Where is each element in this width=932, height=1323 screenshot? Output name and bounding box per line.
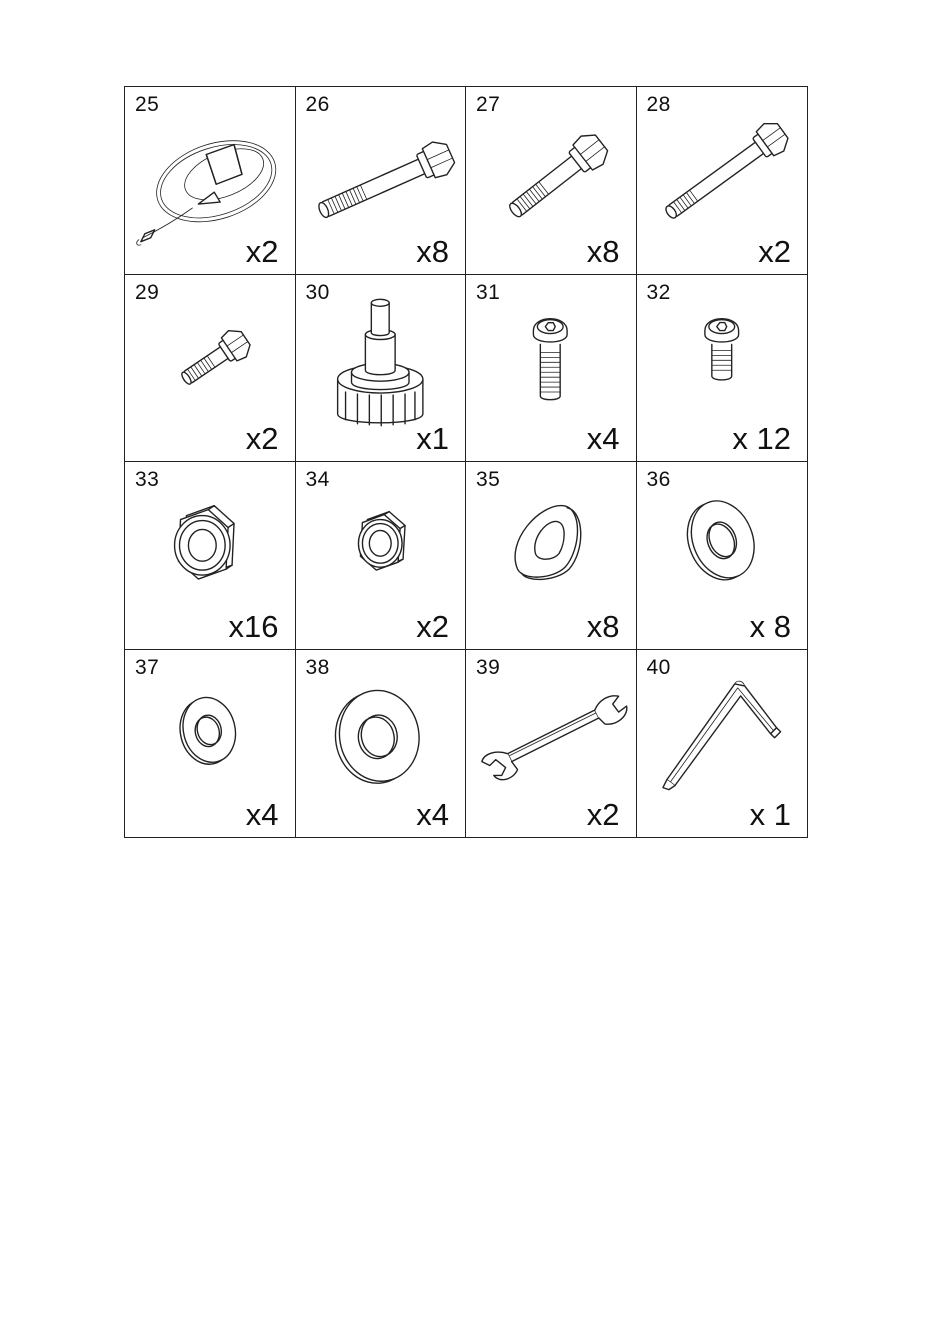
part-number: 35 xyxy=(476,468,501,491)
part-quantity: x2 xyxy=(758,233,791,269)
part-number: 28 xyxy=(646,93,671,116)
hardware-parts-grid xyxy=(124,86,808,838)
part-number: 40 xyxy=(646,655,671,679)
part-cell-37 xyxy=(125,650,296,838)
part-cell-38 xyxy=(296,650,467,838)
part-number: 26 xyxy=(305,93,330,116)
part-cell-35 xyxy=(466,462,637,650)
part-quantity: x1 xyxy=(416,421,449,456)
part-cell-33 xyxy=(125,462,296,650)
part-quantity: x4 xyxy=(416,797,449,832)
part-cell-40 xyxy=(637,650,808,838)
part-number: 27 xyxy=(476,93,501,116)
part-quantity: x2 xyxy=(245,233,279,269)
part-quantity: x 1 xyxy=(749,797,791,832)
part-quantity: x2 xyxy=(416,608,449,644)
part-quantity: x8 xyxy=(586,608,620,644)
part-number: 32 xyxy=(646,280,671,304)
part-number: 38 xyxy=(305,655,330,679)
part-cell-25 xyxy=(125,87,296,275)
part-number: 37 xyxy=(135,655,160,679)
part-cell-34 xyxy=(296,462,467,650)
part-quantity: x4 xyxy=(245,797,279,832)
part-number: 29 xyxy=(135,280,160,304)
part-number: 25 xyxy=(135,93,160,116)
part-cell-29 xyxy=(125,275,296,463)
part-quantity: x16 xyxy=(228,608,279,644)
part-quantity: x2 xyxy=(586,797,620,832)
part-quantity: x8 xyxy=(586,233,620,269)
part-quantity: x4 xyxy=(586,421,620,456)
part-cell-36 xyxy=(637,462,808,650)
part-number: 33 xyxy=(135,468,160,491)
part-cell-28 xyxy=(637,87,808,275)
part-quantity: x 12 xyxy=(732,421,791,456)
part-cell-32 xyxy=(637,275,808,463)
part-number: 39 xyxy=(476,655,501,679)
part-number: 36 xyxy=(646,468,671,491)
part-quantity: x2 xyxy=(245,421,279,456)
part-number: 34 xyxy=(305,468,330,491)
part-number: 31 xyxy=(476,280,501,304)
part-cell-26 xyxy=(296,87,467,275)
part-cell-39 xyxy=(466,650,637,838)
part-number: 30 xyxy=(305,280,330,304)
part-cell-30 xyxy=(296,275,467,463)
part-quantity: x8 xyxy=(416,233,449,269)
part-cell-31 xyxy=(466,275,637,463)
part-quantity: x 8 xyxy=(749,608,791,644)
part-cell-27 xyxy=(466,87,637,275)
